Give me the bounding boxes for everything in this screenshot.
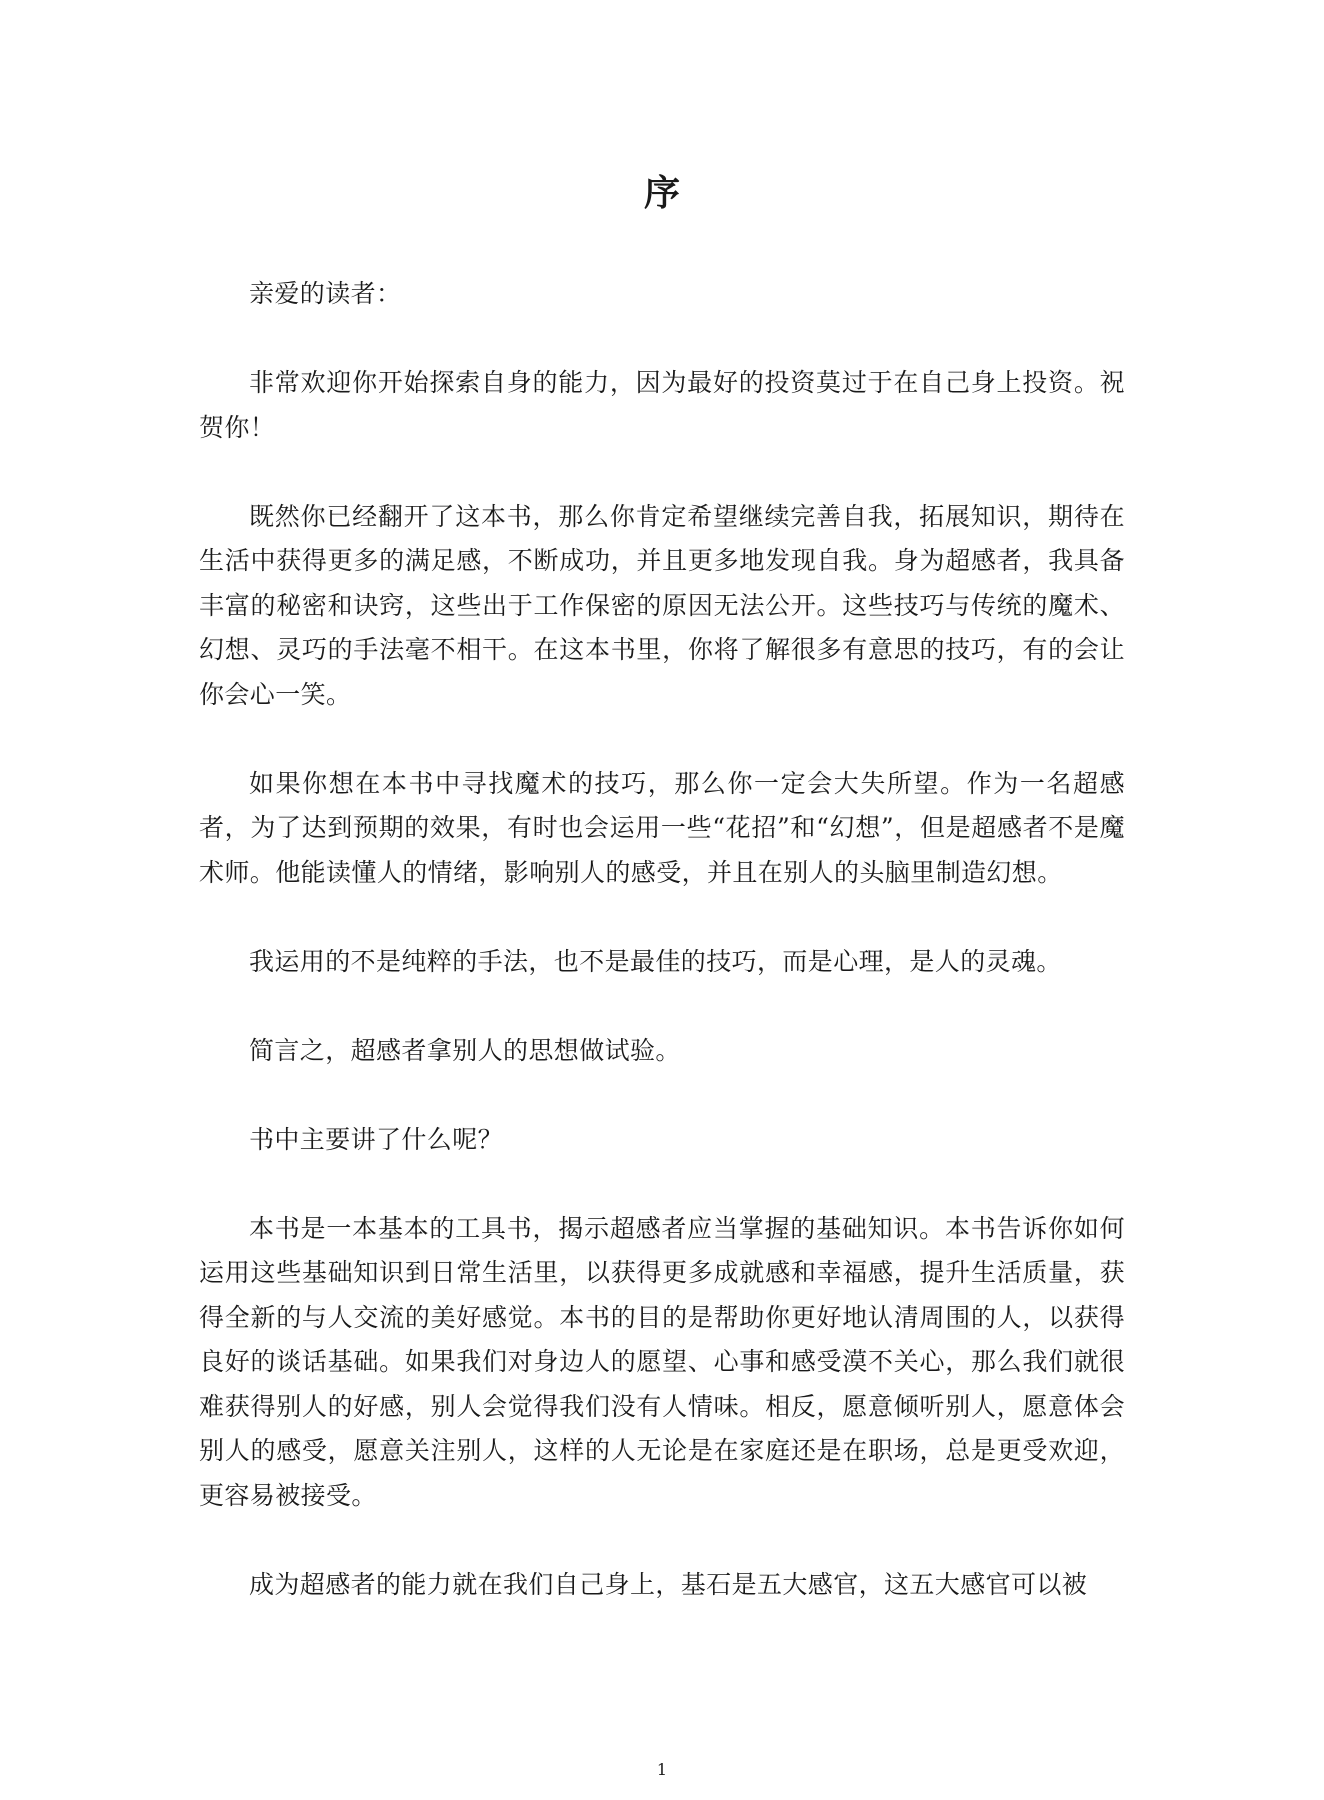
paragraph: 书中主要讲了什么呢？ [249,1124,504,1154]
paragraph-gap [199,984,1125,1029]
paragraph: 非常欢迎你开始探索自身的能力，因为最好的投资莫过于在自己身上投资。祝贺你！ [199,368,1125,442]
paragraph-greeting: 亲爱的读者： [249,279,402,308]
paragraph: 既然你已经翻开了这本书，那么你肯定希望继续完善自我，拓展知识，期待在生活中获得更多的满足感，不断成功，并且更多地发现自我。身为超感者，我具备丰富的秘密和诀窍，这些出于工作保密的原因无法公开。这些技巧与传统的魔术、幻想、灵巧的手法毫不相干。在这本书里，你将了解很多有意思的技巧，有的会让你会心一笑。 [199,501,1125,709]
paragraph-gap [199,1073,1125,1118]
paragraph-gap [199,895,1125,940]
paragraph-gap [199,1162,1125,1207]
paragraph: 成为超感者的能力就在我们自己身上，基石是五大感官，这五大感官可以被 [249,1569,1088,1599]
paragraph: 我运用的不是纯粹的手法，也不是最佳的技巧，而是心理，是人的灵魂。 [249,946,1062,976]
document-body [199,272,1125,1607]
page-title: 序 [643,173,680,214]
page-number: 1 [656,1760,668,1779]
paragraph-gap [199,1518,1125,1563]
paragraph: 如果你想在本书中寻找魔术的技巧，那么你一定会大失所望。作为一名超感者，为了达到预期的效果，有时也会运用一些“花招”和“幻想”，但是超感者不是魔术师。他能读懂人的情绪，影响别人的感受，并且在别人的头脑里制造幻想。 [199,768,1125,887]
paragraph: 简言之，超感者拿别人的思想做试验。 [249,1035,681,1065]
paragraph-gap [199,717,1125,762]
paragraph-gap [199,317,1125,362]
paragraph: 本书是一本基本的工具书，揭示超感者应当掌握的基础知识。本书告诉你如何运用这些基础知识到日常生活里，以获得更多成就感和幸福感，提升生活质量，获得全新的与人交流的美好感觉。本书的目的是帮助你更好地认清周围的人，以获得良好的谈话基础。如果我们对身边人的愿望、心事和感受漠不关心，那么我们就很难获得别人的好感，别人会觉得我们没有人情味。相反，愿意倾听别人，愿意体会别人的感受，愿意关注别人，这样的人无论是在家庭还是在职场，总是更受欢迎，更容易被接受。 [199,1213,1125,1510]
paragraph-gap [199,450,1125,495]
